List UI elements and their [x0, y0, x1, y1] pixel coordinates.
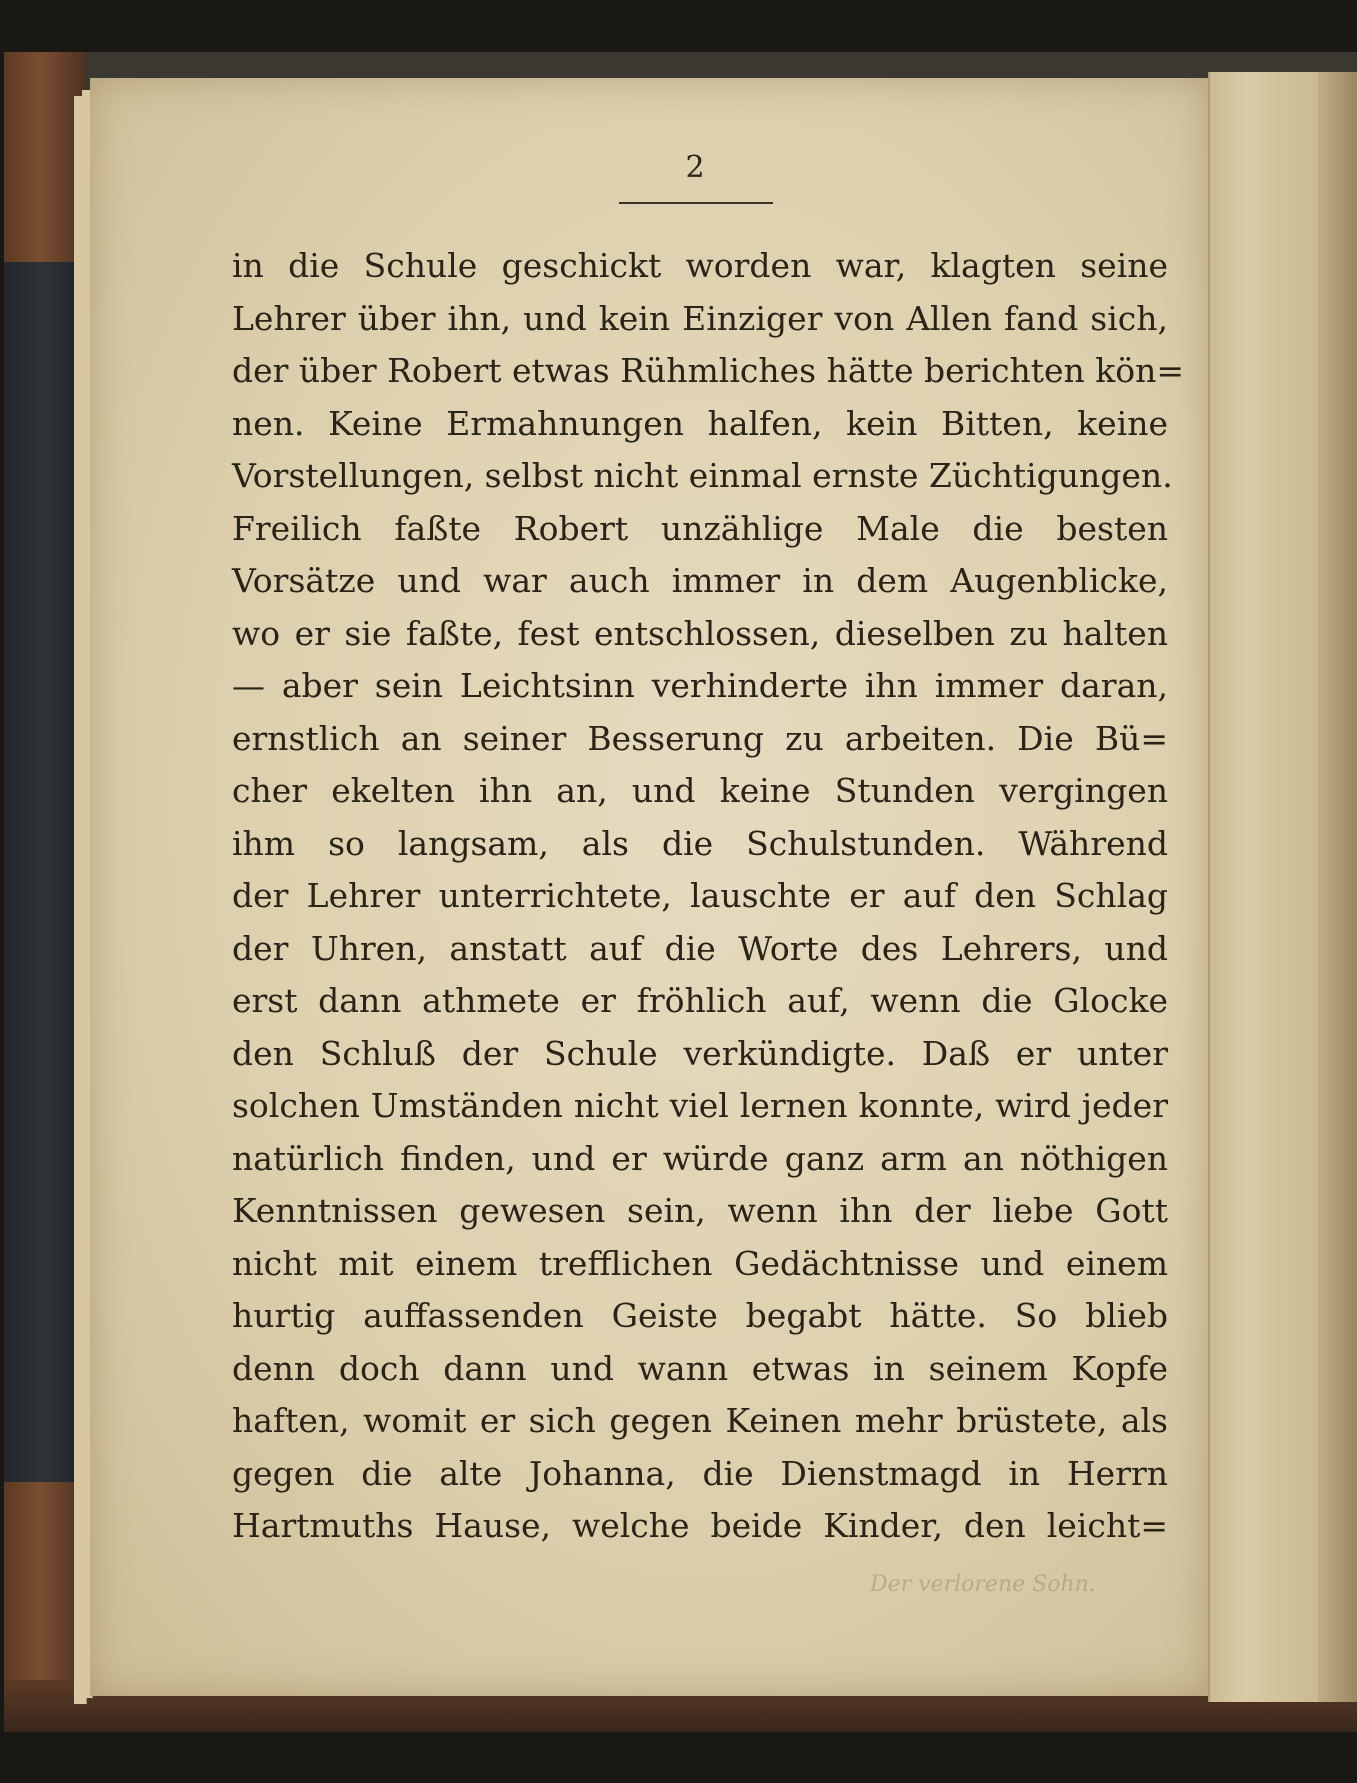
text-line: nicht mit einem trefflichen Gedächtnisse und einem	[232, 1243, 1168, 1283]
text-line: Vorsätze und war auch immer in dem Augenblicke,	[232, 561, 1168, 600]
text-line: nen. Keine Ermahnungen halfen, kein Bitten, keine	[232, 403, 1168, 443]
text-line: Kenntnissen gewesen sein, wenn ihn der liebe Gott	[232, 1191, 1168, 1230]
text-line: erst dann athmete er fröhlich auf, wenn die Glocke	[232, 981, 1168, 1020]
text-line: natürlich finden, und er würde ganz arm an nöthigen	[232, 1138, 1168, 1178]
header-rule	[619, 202, 773, 204]
text-line: Vorstellungen, selbst nicht einmal ernste Züchtigungen.	[232, 456, 1173, 495]
body-text	[232, 240, 1185, 1553]
text-line: ernstlich an seiner Besserung zu arbeiten. Die Bü=	[232, 718, 1168, 758]
text-line: gegen die alte Johanna, die Dienstmagd in Herrn	[232, 1453, 1168, 1493]
page-number: 2	[685, 150, 705, 185]
text-line: denn doch dann und wann etwas in seinem Kopfe	[232, 1348, 1168, 1388]
text-line: cher ekelten ihn an, und keine Stunden vergingen	[232, 771, 1168, 810]
text-line: haften, womit er sich gegen Keinen mehr brüstete, als	[232, 1401, 1168, 1440]
text-line: den Schluß der Schule verkündigte. Daß er unter	[232, 1033, 1168, 1073]
text-line: wo er sie faßte, fest entschlossen, dieselben zu halten	[232, 613, 1168, 653]
text-line: solchen Umständen nicht viel lernen konnte, wird jeder	[232, 1086, 1168, 1125]
show-through-text: Der verlorene Sohn.	[870, 1572, 1096, 1597]
facing-page-edge	[1208, 72, 1330, 1702]
text-line: der Lehrer unterrichtete, lauschte er auf den Schlag	[232, 876, 1168, 915]
text-line: Hartmuths Hause, welche beide Kinder, den leicht=	[232, 1506, 1168, 1545]
text-line: ihm so langsam, als die Schulstunden. Während	[232, 823, 1168, 863]
text-line: hurtig auffassenden Geiste begabt hätte. So blieb	[232, 1296, 1168, 1335]
text-line: der über Robert etwas Rühmliches hätte berichten kön=	[232, 351, 1185, 390]
text-line: — aber sein Leichtsinn verhinderte ihn immer daran,	[232, 666, 1168, 705]
text-line: in die Schule geschickt worden war, klagten seine	[232, 246, 1168, 285]
text-line: der Uhren, anstatt auf die Worte des Lehrers, und	[232, 928, 1168, 968]
facing-page-gutter	[1318, 72, 1357, 1702]
text-line: Lehrer über ihn, und kein Einziger von Allen fand sich,	[232, 298, 1168, 338]
text-line: Freilich faßte Robert unzählige Male die besten	[232, 508, 1168, 548]
